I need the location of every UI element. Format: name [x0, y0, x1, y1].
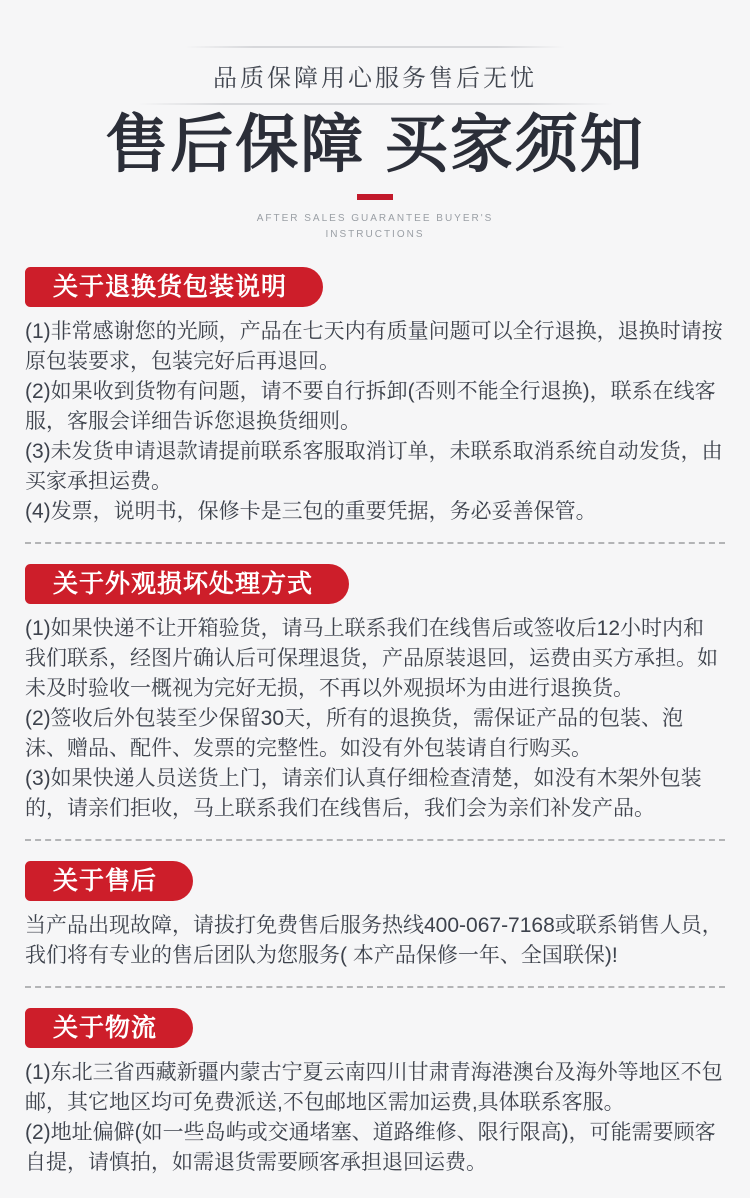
english-subtitle [0, 211, 750, 243]
decorative-line-bottom [138, 103, 613, 105]
section-paragraph: (1)东北三省西藏新疆内蒙古宁夏云南四川甘肃青海港澳台及海外等地区不包邮，其它地区均可免费派送,不包邮地区需加运费,具体联系客服。 [25, 1061, 723, 1115]
english-subtitle-line2: INSTRUCTIONS [325, 229, 425, 241]
section-paragraph: (3)如果快递人员送货上门，请亲们认真仔细检查清楚，如没有木架外包装的，请亲们拒收，马上联系我们在线售后，我们会为亲们补发产品。 [25, 767, 702, 821]
section-body [25, 317, 725, 527]
after-sales-content [0, 243, 750, 1198]
section-paragraph: (2)签收后外包装至少保留30天，所有的退换货，需保证产品的包装、泡沫、赠品、配件、发票的完整性。如没有外包装请自行购买。 [25, 707, 684, 761]
section-paragraph: (4)发票，说明书，保修卡是三包的重要凭据，务必妥善保管。 [25, 500, 597, 524]
section-appearance-damage [25, 564, 725, 841]
section-returns-packaging [25, 267, 725, 544]
section-paragraph: (1)非常感谢您的光顾，产品在七天内有质量问题可以全行退换，退换时请按原包装要求，包装完好后再退回。 [25, 320, 723, 374]
dashed-divider [25, 542, 725, 544]
section-paragraph: 当产品出现故障，请拔打免费售后服务热线400-067-7168或联系销售人员，我们将有专业的售后团队为您服务( 本产品保修一年、全国联保)! [25, 914, 723, 968]
section-heading: 关于退换货包装说明 [25, 267, 323, 307]
section-paragraph: (2)地址偏僻(如一些岛屿或交通堵塞、道路维修、限行限高)，可能需要顾客自提，请慎拍，如需退货需要顾客承担退回运费。 [25, 1121, 716, 1175]
section-paragraph: (1)如果快递不让开箱验货，请马上联系我们在线售后或签收后12小时内和我们联系，经图片确认后可保理退货，产品原装退回，运费由买方承担。如未及时验收一概视为完好无损，不再以外观损坏为由进行退换货。 [25, 617, 718, 701]
section-logistics [25, 1008, 725, 1178]
section-after-sales [25, 861, 725, 988]
section-paragraph: (3)未发货申请退款请提前联系客服取消订单，未联系取消系统自动发货，由买家承担运费。 [25, 440, 723, 494]
hero-banner [0, 0, 750, 243]
dashed-divider [25, 986, 725, 988]
title-accent-dash [357, 194, 393, 200]
decorative-line-top [185, 46, 565, 48]
section-paragraph: (2)如果收到货物有问题，请不要自行拆卸(否则不能全行退换)，联系在线客服，客服会详细告诉您退换货细则。 [25, 380, 716, 434]
english-subtitle-line1: AFTER SALES GUARANTEE BUYER'S [256, 213, 494, 225]
dashed-divider [25, 839, 725, 841]
section-heading: 关于售后 [25, 861, 193, 901]
section-heading: 关于外观损坏处理方式 [25, 564, 349, 604]
section-body [25, 1058, 725, 1178]
section-body [25, 911, 725, 971]
quality-tagline: 品质保障用心服务售后无忧 [213, 65, 537, 92]
section-body [25, 614, 725, 824]
section-heading: 关于物流 [25, 1008, 193, 1048]
page-title: 售后保障 买家须知 [105, 110, 645, 180]
